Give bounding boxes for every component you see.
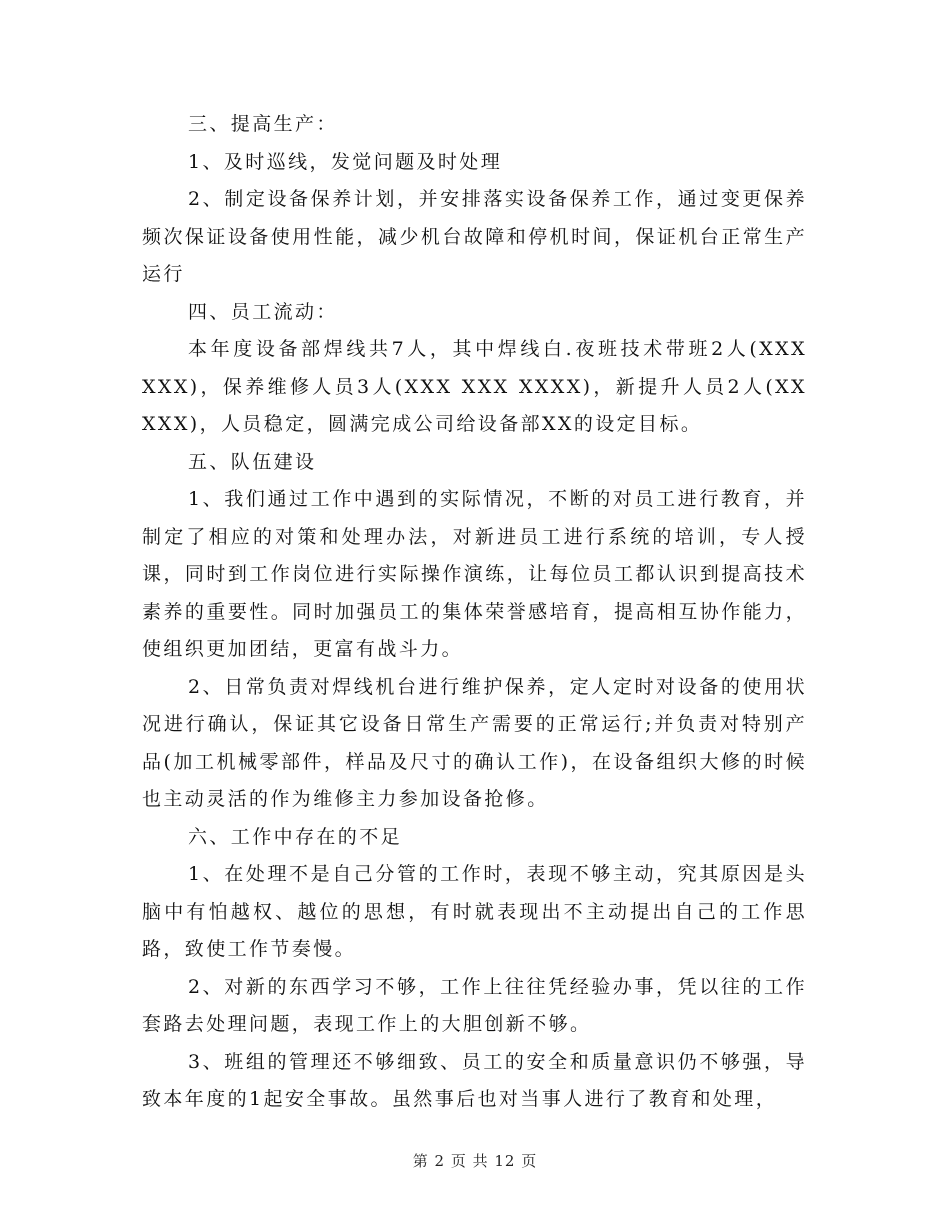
paragraph: 本年度设备部焊线共7人，其中焊线白.夜班技术带班2人(XXX XXX)，保养维修人员3人(XXX XXX XXXX)，新提升人员2人(XX XXX)，人员稳定，圆满完成公司给设备部XX的设定目标。 [142,338,807,435]
paragraph: 1、我们通过工作中遇到的实际情况，不断的对员工进行教育，并制定了相应的对策和处理办法，对新进员工进行系统的培训，专人授课，同时到工作岗位进行实际操作演练，让每位员工都认识到提高技术素养的重要性。同时加强员工的集体荣誉感培育，提高相互协作能力，使组织更加团结，更富有战斗力。 [142,488,807,660]
heading-production: 三、提高生产： [188,113,338,135]
paragraph: 1、及时巡线，发觉问题及时处理 [188,150,503,173]
paragraph: 3、班组的管理还不够细致、员工的安全和质量意识仍不够强，导致本年度的1起安全事故。虽然事后也对当事人进行了教育和处理， [142,1050,807,1110]
body-text [142,106,807,1119]
paragraph: 1、在处理不是自己分管的工作时，表现不够主动，究其原因是头脑中有怕越权、越位的思想，有时就表现出不主动提出自己的工作思路，致使工作节奏慢。 [142,863,807,960]
heading-team-building: 五、队伍建设 [188,450,317,473]
heading-staff-turnover: 四、员工流动： [188,300,338,323]
paragraph: 2、对新的东西学习不够，工作上往往凭经验办事，凭以往的工作套路去处理问题，表现工作上的大胆创新不够。 [142,975,807,1035]
heading-shortcomings: 六、工作中存在的不足 [188,825,403,848]
page-footer: 第 2 页 共 12 页 [412,1152,538,1170]
paragraph: 2、制定设备保养计划，并安排落实设备保养工作，通过变更保养频次保证设备使用性能，减少机台故障和停机时间，保证机台正常生产运行 [142,188,807,285]
paragraph: 2、日常负责对焊线机台进行维护保养，定人定时对设备的使用状况进行确认，保证其它设备日常生产需要的正常运行;并负责对特别产品(加工机械零部件，样品及尺寸的确认工作)，在设备组织大修的时候也主动灵活的作为维修主力参加设备抢修。 [142,675,807,810]
